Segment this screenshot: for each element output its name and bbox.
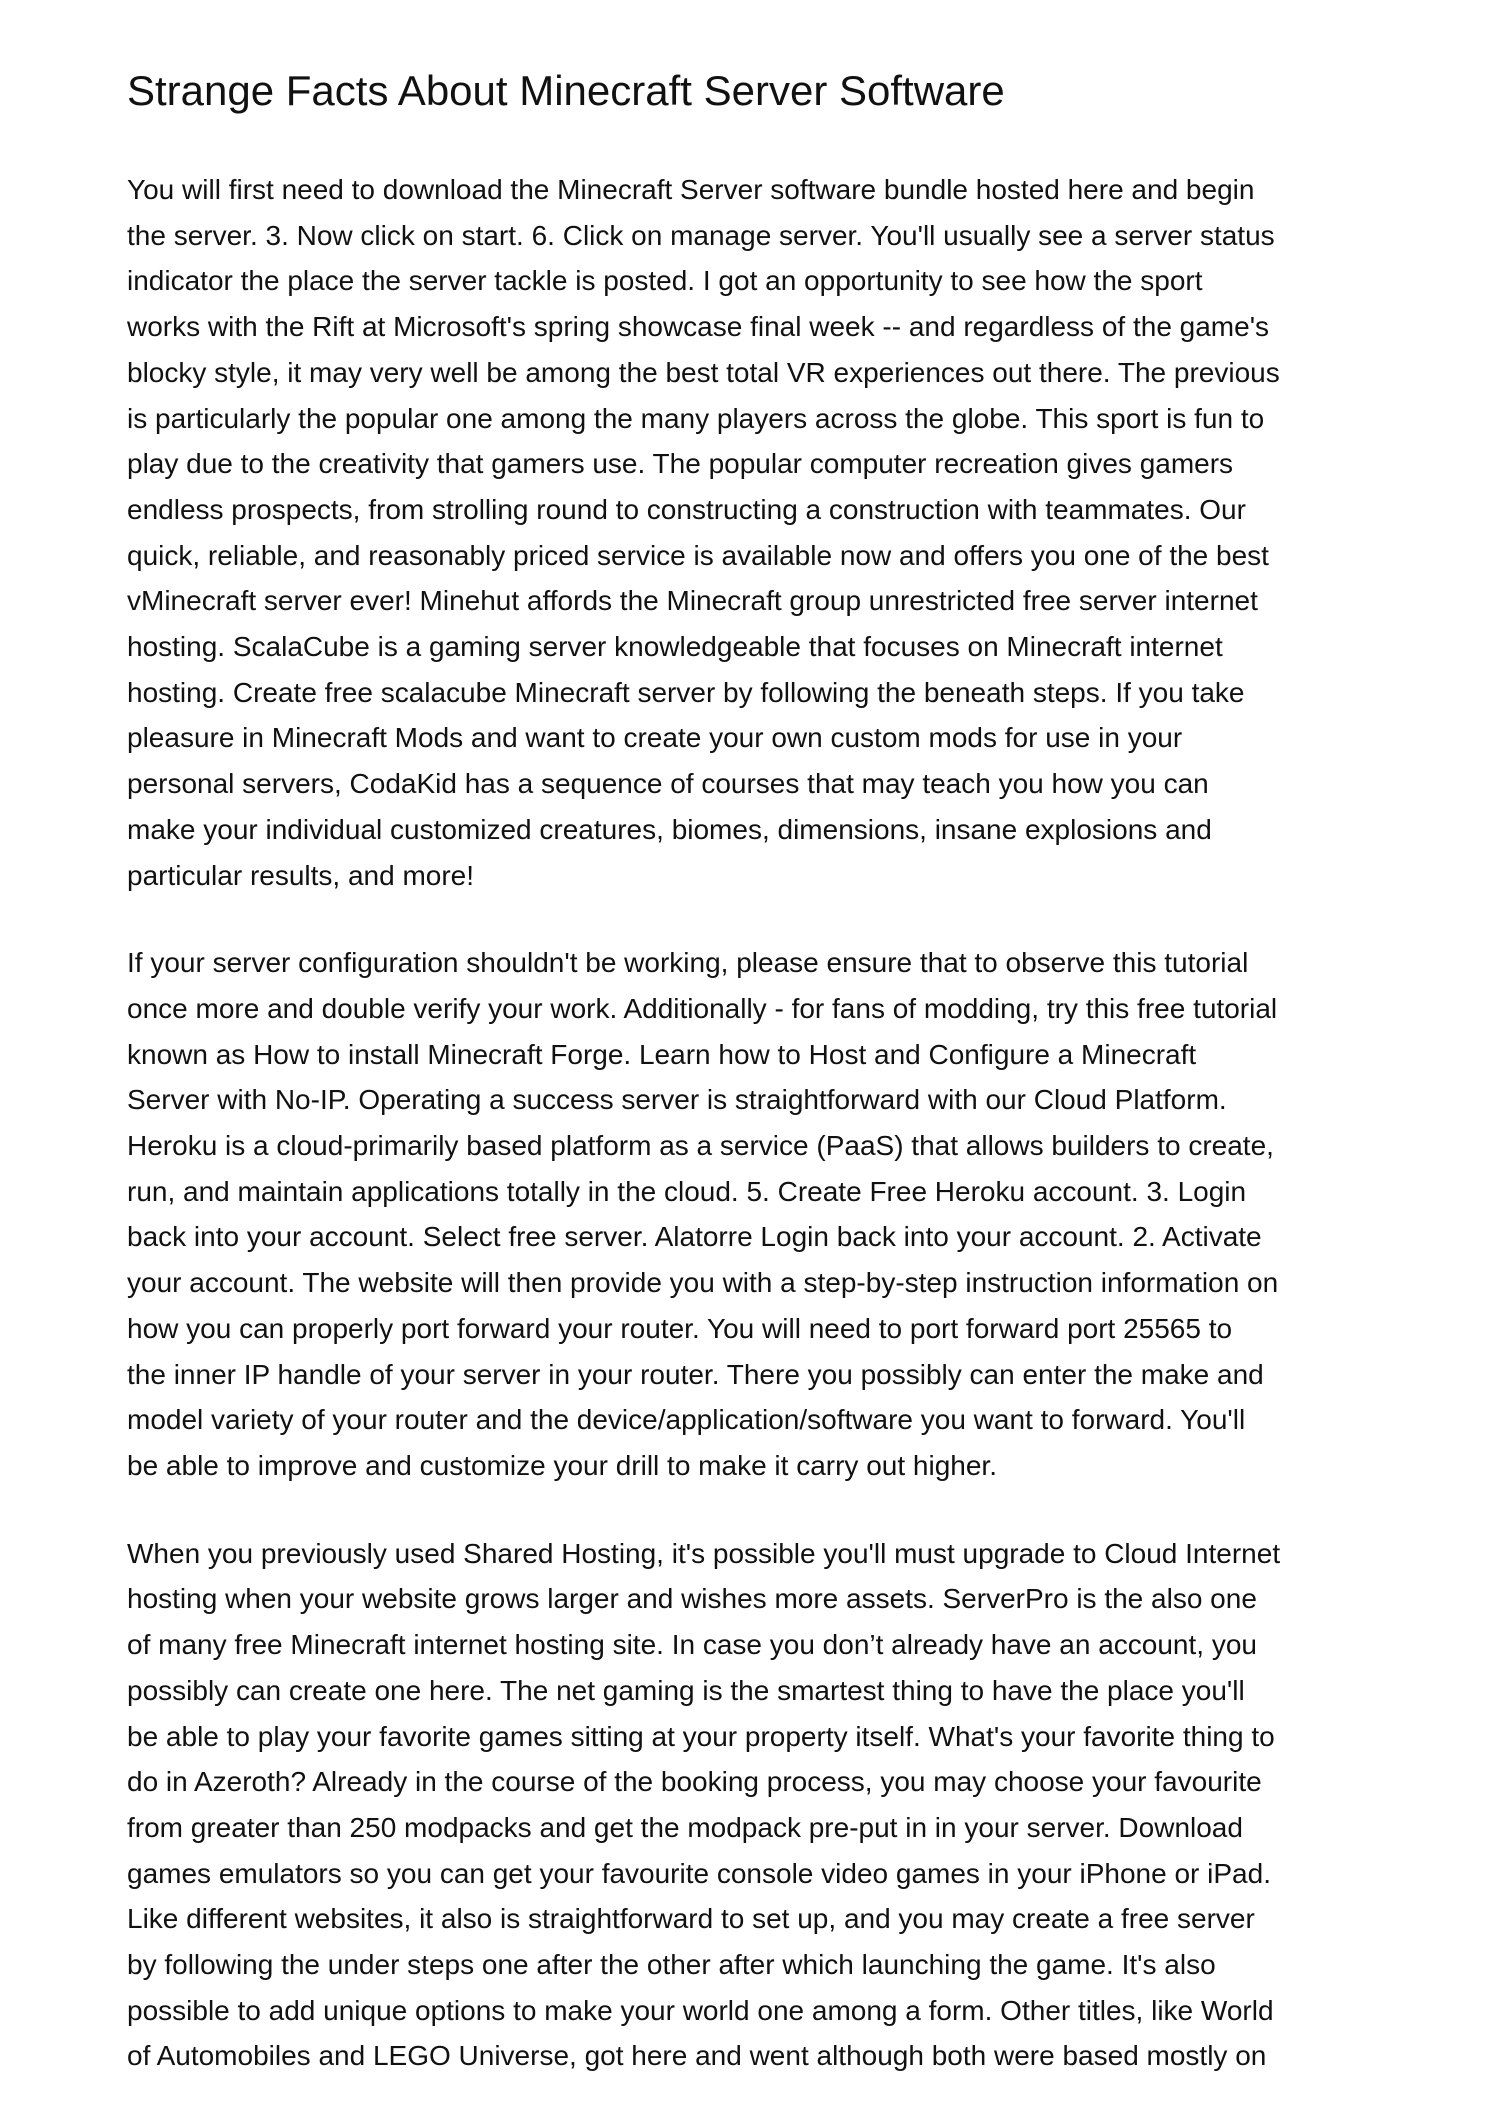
paragraph-line: make your individual customized creatures, biomes, dimensions, insane explosions and xyxy=(127,813,1212,845)
paragraph-line: You will first need to download the Minecraft Server software bundle hosted here and begin xyxy=(127,174,1255,205)
paragraph-line: from greater than 250 modpacks and get the modpack pre-put in in your server. Download xyxy=(127,1811,1243,1843)
paragraph-line: once more and double verify your work. Additionally - for fans of modding, try this free tutorial xyxy=(127,992,1278,1024)
paragraph-line: If your server configuration shouldn't be working, please ensure that to observe this tutorial xyxy=(127,947,1249,979)
paragraph-line: be able to improve and customize your drill to make it carry out higher. xyxy=(127,1449,997,1481)
paragraph-line: by following the under steps one after the other after which launching the game. It's also xyxy=(127,1949,1216,1981)
paragraph-line: back into your account. Select free server. Alatorre Login back into your account. 2. Activate xyxy=(127,1221,1262,1253)
paragraph-line: possible to add unique options to make your world one among a form. Other titles, like World xyxy=(127,1994,1274,2026)
paragraph-line: works with the Rift at Microsoft's spring showcase final week -- and regardless of the game's xyxy=(127,311,1270,343)
paragraph-line: blocky style, it may very well be among the best total VR experiences out there. The previous xyxy=(127,356,1280,388)
paragraph-line: hosting. Create free scalacube Minecraft server by following the beneath steps. If you take xyxy=(127,676,1245,708)
paragraph-line: indicator the place the server tackle is posted. I got an opportunity to see how the sport xyxy=(127,265,1203,297)
paragraph-line: of Automobiles and LEGO Universe, got here and went although both were based mostly on xyxy=(127,2040,1267,2072)
paragraph-line: is particularly the popular one among the many players across the globe. This sport is fun to xyxy=(127,402,1265,434)
paragraph-line: possibly can create one here. The net gaming is the smartest thing to have the place you'll xyxy=(127,1674,1245,1706)
paragraph-line: known as How to install Minecraft Forge. Learn how to Host and Configure a Minecraft xyxy=(127,1038,1197,1070)
paragraph-line: quick, reliable, and reasonably priced service is available now and offers you one of the best xyxy=(127,539,1269,571)
paragraph-line: the server. 3. Now click on start. 6. Click on manage server. You'll usually see a server status xyxy=(127,219,1275,251)
paragraph-line: model variety of your router and the device/application/software you want to forward. You'll xyxy=(127,1404,1246,1436)
paragraph-line: Like different websites, it also is straightforward to set up, and you may create a free server xyxy=(127,1903,1255,1935)
page-title: Strange Facts About Minecraft Server Software xyxy=(127,67,1005,114)
paragraph-line: of many free Minecraft internet hosting site. In case you don’t already have an account, you xyxy=(127,1629,1257,1661)
paragraph-line: do in Azeroth? Already in the course of the booking process, you may choose your favourite xyxy=(127,1766,1262,1798)
paragraph-line: how you can properly port forward your router. You will need to port forward port 25565 to xyxy=(127,1312,1233,1344)
paragraph-line: run, and maintain applications totally in the cloud. 5. Create Free Heroku account. 3. Login xyxy=(127,1175,1247,1207)
paragraph-line: play due to the creativity that gamers use. The popular computer recreation gives gamers xyxy=(127,448,1234,480)
paragraph xyxy=(127,940,1280,1488)
paragraph xyxy=(127,167,1280,898)
paragraph-line: the inner IP handle of your server in your router. There you possibly can enter the make and xyxy=(127,1358,1264,1390)
paragraph-line: your account. The website will then provide you with a step-by-step instruction information on xyxy=(127,1267,1279,1299)
paragraph-line: Server with No-IP. Operating a success server is straightforward with our Cloud Platform. xyxy=(127,1084,1227,1116)
paragraph-line: personal servers, CodaKid has a sequence of courses that may teach you how you can xyxy=(127,768,1209,800)
article-body xyxy=(127,167,1280,2121)
paragraph-line: endless prospects, from strolling round to constructing a construction with teammates. Our xyxy=(127,493,1246,525)
paragraph xyxy=(127,1531,1280,2079)
paragraph-line: When you previously used Shared Hosting, it's possible you'll must upgrade to Cloud Internet xyxy=(127,1537,1281,1569)
paragraph-line: pleasure in Minecraft Mods and want to create your own custom mods for use in your xyxy=(127,722,1183,754)
paragraph-line: vMinecraft server ever! Minehut affords the Minecraft group unrestricted free server internet xyxy=(127,585,1258,617)
paragraph-line: Heroku is a cloud-primarily based platform as a service (PaaS) that allows builders to create, xyxy=(127,1130,1274,1162)
paragraph-line: be able to play your favorite games sitting at your property itself. What's your favorite thing to xyxy=(127,1720,1275,1752)
paragraph-line: hosting when your website grows larger and wishes more assets. ServerPro is the also one xyxy=(127,1583,1257,1615)
paragraph-line: particular results, and more! xyxy=(127,859,475,891)
paragraph-line: games emulators so you can get your favourite console video games in your iPhone or iPad. xyxy=(127,1857,1271,1889)
paragraph-line: hosting. ScalaCube is a gaming server knowledgeable that focuses on Minecraft internet xyxy=(127,631,1223,663)
